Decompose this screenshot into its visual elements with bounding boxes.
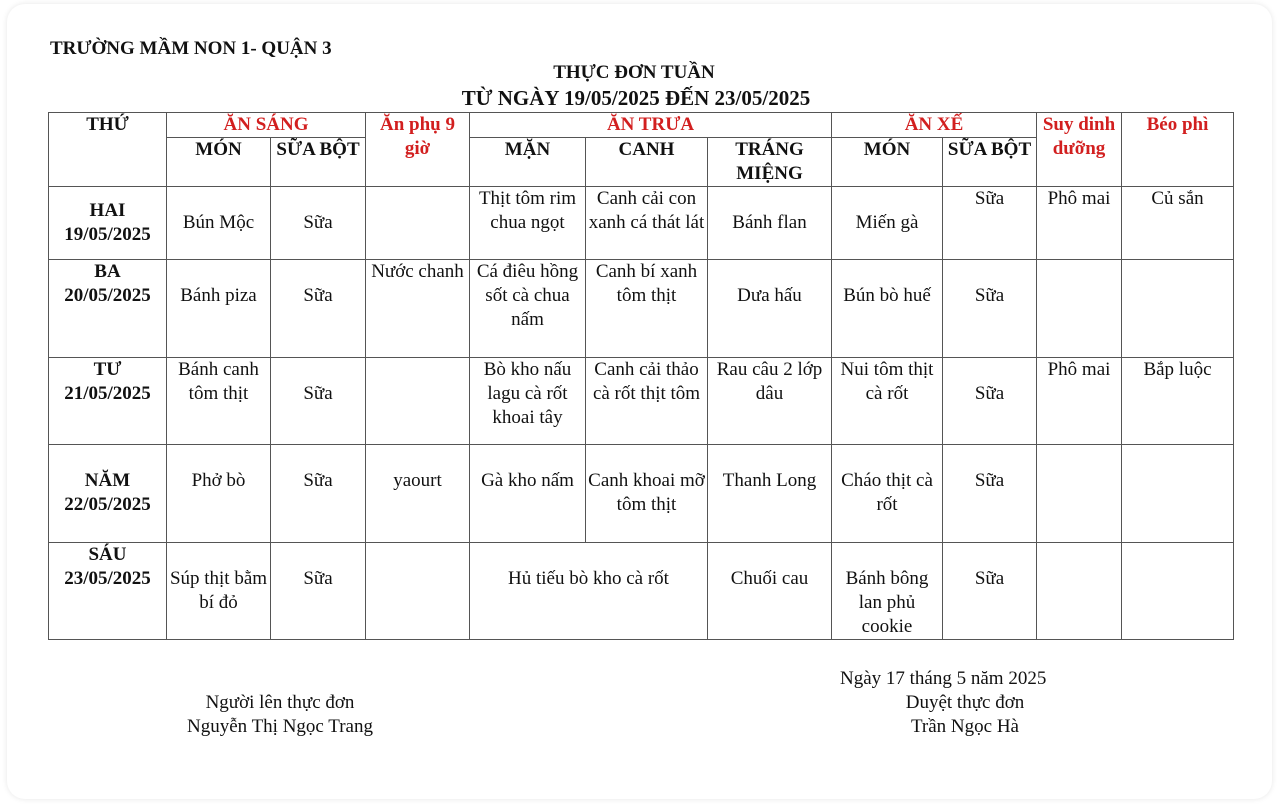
afternoon-cell: Nui tôm thịt cà rốt (832, 358, 943, 445)
breakfast-milk-cell: Sữa (271, 543, 366, 640)
breakfast-milk-cell: Sữa (271, 260, 366, 358)
col-lunch-header: ĂN TRƯA (470, 113, 832, 138)
menu-row-tuesday (49, 260, 1234, 358)
obese-cell (1122, 543, 1234, 640)
obese-cell: Bắp luộc (1122, 358, 1234, 445)
author-name: Nguyễn Thị Ngọc Trang (187, 716, 373, 737)
menu-row-wednesday (49, 358, 1234, 445)
header-row-1 (49, 113, 1234, 138)
col-snack-header: Ăn phụ 9 giờ (366, 113, 470, 187)
obese-cell (1122, 445, 1234, 543)
lunch-dessert-cell: Thanh Long (708, 445, 832, 543)
lunch-main-cell: Cá điêu hồng sốt cà chua nấm (470, 260, 586, 358)
school-name: TRƯỜNG MẦM NON 1- QUẬN 3 (50, 38, 332, 59)
obese-cell: Củ sắn (1122, 187, 1234, 260)
day-cell: HAI 19/05/2025 (49, 187, 167, 260)
day-cell: SÁU 23/05/2025 (49, 543, 167, 640)
lunch-main-cell: Gà kho nấm (470, 445, 586, 543)
breakfast-cell: Bánh canh tôm thịt (167, 358, 271, 445)
author-role: Người lên thực đơn (205, 692, 355, 713)
lunch-dessert-cell: Rau câu 2 lớp dâu (708, 358, 832, 445)
afternoon-cell: Bún bò huế (832, 260, 943, 358)
malnourished-cell: Phô mai (1037, 187, 1122, 260)
col-day-header: THỨ (49, 113, 167, 187)
col-lunch-main-header: MẶN (470, 138, 586, 187)
afternoon-milk-cell: Sữa (943, 260, 1037, 358)
afternoon-milk-cell: Sữa (943, 358, 1037, 445)
signing-date: Ngày 17 tháng 5 năm 2025 (840, 668, 1047, 689)
lunch-dessert-cell: Bánh flan (708, 187, 832, 260)
afternoon-milk-cell: Sữa (943, 543, 1037, 640)
afternoon-cell: Bánh bông lan phủ cookie (832, 543, 943, 640)
breakfast-milk-cell: Sữa (271, 358, 366, 445)
lunch-combined-cell: Hủ tiếu bò kho cà rốt (470, 543, 708, 640)
menu-row-thursday (49, 445, 1234, 543)
col-breakfast-header: ĂN SÁNG (167, 113, 366, 138)
lunch-main-cell: Bò kho nấu lagu cà rốt khoai tây (470, 358, 586, 445)
malnourished-cell (1037, 543, 1122, 640)
col-lunch-soup-header: CANH (586, 138, 708, 187)
col-afternoon-milk-header: SỮA BỘT (943, 138, 1037, 187)
col-malnourished-header: Suy dinh dưỡng (1037, 113, 1122, 187)
menu-row-monday (49, 187, 1234, 260)
menu-title: THỰC ĐƠN TUẦN (553, 62, 715, 83)
afternoon-milk-cell: Sữa (943, 445, 1037, 543)
obese-cell (1122, 260, 1234, 358)
malnourished-cell (1037, 260, 1122, 358)
menu-author-signature (160, 691, 400, 739)
snack-cell: yaourt (366, 445, 470, 543)
day-cell: TƯ 21/05/2025 (49, 358, 167, 445)
col-afternoon-dish-header: MÓN (832, 138, 943, 187)
day-cell: NĂM 22/05/2025 (49, 445, 167, 543)
lunch-soup-cell: Canh bí xanh tôm thịt (586, 260, 708, 358)
snack-cell (366, 358, 470, 445)
approver-role: Duyệt thực đơn (905, 692, 1025, 713)
col-breakfast-dish-header: MÓN (167, 138, 271, 187)
approver-name: Trần Ngọc Hà (910, 716, 1019, 737)
breakfast-milk-cell: Sữa (271, 445, 366, 543)
snack-cell (366, 187, 470, 260)
breakfast-cell: Bún Mộc (167, 187, 271, 260)
lunch-dessert-cell: Dưa hấu (708, 260, 832, 358)
day-cell: BA 20/05/2025 (49, 260, 167, 358)
menu-row-friday (49, 543, 1234, 640)
menu-date-range: TỪ NGÀY 19/05/2025 ĐẾN 23/05/2025 (461, 86, 811, 110)
snack-cell (366, 543, 470, 640)
afternoon-cell: Cháo thịt cà rốt (832, 445, 943, 543)
col-lunch-dessert-header: TRÁNG MIỆNG (708, 138, 832, 187)
breakfast-cell: Bánh piza (167, 260, 271, 358)
lunch-main-cell: Thịt tôm rim chua ngọt (470, 187, 586, 260)
afternoon-milk-cell: Sữa (943, 187, 1037, 260)
approver-signature (840, 691, 1090, 739)
malnourished-cell: Phô mai (1037, 358, 1122, 445)
lunch-soup-cell: Canh khoai mỡ tôm thịt (586, 445, 708, 543)
breakfast-cell: Súp thịt bằm bí đỏ (167, 543, 271, 640)
lunch-dessert-cell: Chuối cau (708, 543, 832, 640)
col-afternoon-header: ĂN XẾ (832, 113, 1037, 138)
breakfast-milk-cell: Sữa (271, 187, 366, 260)
col-breakfast-milk-header: SỮA BỘT (271, 138, 366, 187)
weekly-menu-table (48, 112, 1234, 640)
afternoon-cell: Miến gà (832, 187, 943, 260)
malnourished-cell (1037, 445, 1122, 543)
lunch-soup-cell: Canh cải con xanh cá thát lát (586, 187, 708, 260)
snack-cell: Nước chanh (366, 260, 470, 358)
lunch-soup-cell: Canh cải thảo cà rốt thịt tôm (586, 358, 708, 445)
col-obese-header: Béo phì (1122, 113, 1234, 187)
breakfast-cell: Phở bò (167, 445, 271, 543)
